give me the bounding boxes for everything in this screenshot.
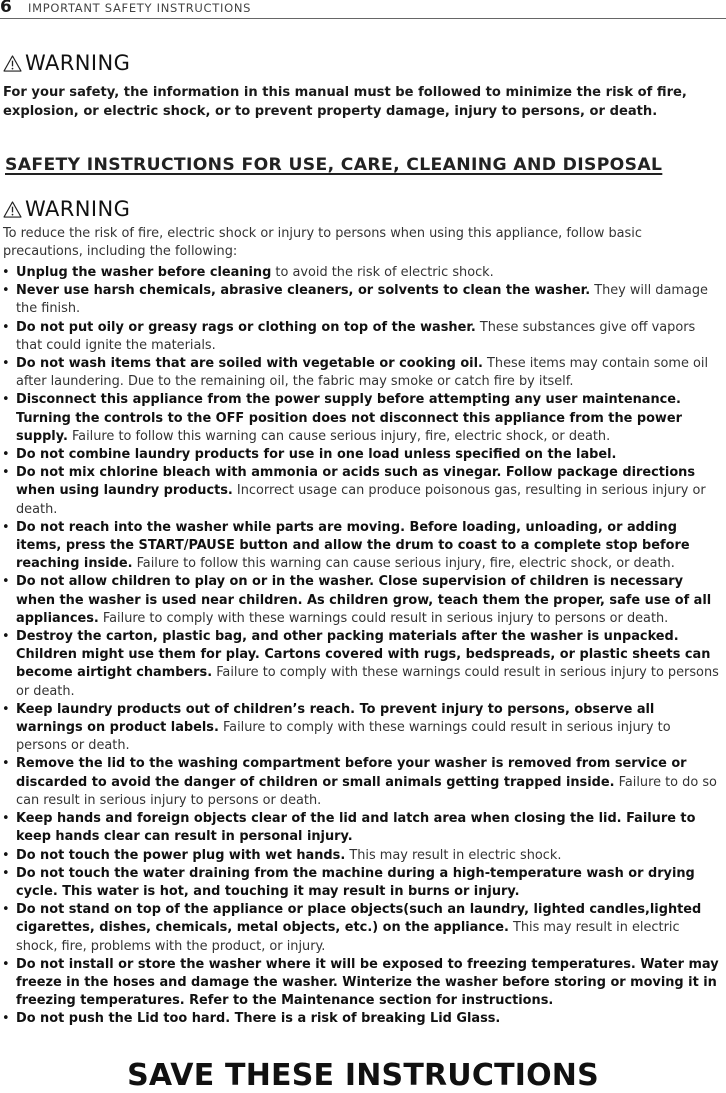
item-bold: Do not touch the water draining from the machine during a high-temperature wash or drying cycle. This water is hot, and touching it may result in burns or injury. — [16, 865, 695, 899]
list-item — [0, 956, 724, 1011]
item-bold: Do not reach into the washer while parts are moving. Before loading, unloading, or adding items, press the START/PAUSE button and allow the drum to coast to a complete stop before reaching inside. — [16, 519, 690, 572]
item-text: Failure to comply with these warnings could result in serious injury to persons or death. — [16, 665, 719, 699]
page-number: 6 — [0, 0, 12, 17]
item-bold: Remove the lid to the washing compartment before your washer is removed from service or discarded to avoid the danger of children or small animals getting trapped inside. — [16, 756, 687, 790]
warning-label-2: WARNING — [25, 197, 131, 221]
item-text: Incorrect usage can produce poisonous gas, resulting in serious injury or death. — [16, 483, 706, 517]
list-item — [0, 755, 724, 810]
warning-heading — [3, 51, 130, 75]
warning-triangle-icon — [3, 201, 22, 218]
list-item — [0, 446, 724, 464]
list-item — [0, 865, 724, 901]
item-text: Failure to follow this warning can cause serious injury, fire, electric shock, or death. — [132, 556, 675, 572]
item-bold: Keep laundry products out of children’s reach. To prevent injury to persons, observe all warnings on product labels. — [16, 701, 655, 736]
item-bold: Never use harsh chemicals, abrasive cleaners, or solvents to clean the washer. — [16, 283, 591, 299]
item-bold: Do not push the Lid too hard. There is a risk of breaking Lid Glass. — [16, 1011, 501, 1027]
list-item — [0, 519, 724, 574]
warning-triangle-icon — [3, 55, 22, 72]
list-item — [0, 701, 724, 756]
item-text: This may result in electric shock. — [345, 847, 562, 863]
list-item — [0, 810, 724, 846]
section-title: SAFETY INSTRUCTIONS FOR USE, CARE, CLEANING AND DISPOSAL — [5, 155, 663, 175]
list-item — [0, 282, 724, 318]
list-item — [0, 1010, 724, 1028]
item-bold: Do not mix chlorine bleach with ammonia or acids such as vinegar. Follow package directions when using laundry products. — [16, 465, 696, 499]
item-text: Failure to do so can result in serious injury to persons or death. — [16, 774, 717, 808]
warning-heading-2 — [3, 197, 130, 221]
item-text: to avoid the risk of electric shock. — [271, 265, 494, 280]
item-bold: Do not combine laundry products for use in one load unless specified on the label. — [16, 447, 617, 463]
item-bold: Disconnect this appliance from the power supply before attempting any user maintenance. Turning the controls to the OFF position does not disconnect this appliance from the power supply. — [16, 392, 682, 444]
list-item — [0, 464, 724, 519]
list-item — [0, 901, 724, 956]
item-text: These substances give off vapors that could ignite the materials. — [16, 319, 696, 353]
item-text: This may result in electric shock, fire, problems with the product, or injury. — [16, 920, 680, 954]
item-bold: Do not install or store the washer where it will be exposed to freezing temperatures. Water may freeze in the hoses and damage the washer. Winterize the washer before storing or moving it in freezing temperatures. Refer to the Maintenance section for instructions. — [16, 956, 719, 1009]
item-bold: Do not stand on top of the appliance or place objects(such an laundry, lighted candles,lighted cigarettes, dishes, chemicals, metal objects, etc.) on the appliance. — [16, 902, 702, 936]
item-text: Failure to follow this warning can cause serious injury, fire, electric shock, or death. — [67, 428, 611, 444]
item-bold: Do not put oily or greasy rags or clothing on top of the washer. — [16, 319, 476, 335]
list-item — [0, 319, 724, 355]
save-instructions-footer: SAVE THESE INSTRUCTIONS — [127, 1058, 599, 1093]
list-item — [0, 264, 724, 282]
item-bold: Do not allow children to play on or in the washer. Close supervision of children is necessary when the washer is used near children. As children grow, teach them the proper, safe use of all appliances. — [16, 574, 712, 626]
list-item — [0, 391, 724, 446]
item-bold: Unplug the washer before cleaning — [16, 265, 272, 280]
item-bold: Keep hands and foreign objects clear of the lid and latch area when closing the lid. Failure to keep hands clear can result in personal injury. — [16, 811, 696, 845]
safety-intro: For your safety, the information in this manual must be followed to minimize the risk of fire, explosion, or electric shock, or to prevent property damage, injury to persons, or death. — [3, 85, 687, 119]
instructions-intro: To reduce the risk of fire, electric shock or injury to persons when using this appliance, follow basic precautions, including the following: — [3, 226, 642, 260]
running-title: IMPORTANT SAFETY INSTRUCTIONS — [28, 1, 252, 15]
item-bold: Do not wash items that are soiled with vegetable or cooking oil. — [16, 356, 483, 372]
list-item — [0, 847, 724, 865]
list-item — [0, 628, 724, 701]
page-header — [0, 0, 726, 19]
warning-label: WARNING — [25, 51, 131, 75]
item-text: Failure to comply with these warnings could result in serious injury to persons or death. — [16, 720, 671, 754]
list-item — [0, 355, 724, 391]
item-text: Failure to comply with these warnings could result in serious injury to persons or death. — [98, 610, 669, 626]
item-bold: Destroy the carton, plastic bag, and other packing materials after the washer is unpacked. Children might use them for play. Cartons covered with rugs, bedspreads, or plastic sheets can become airtight chambers. — [16, 629, 711, 681]
list-item — [0, 573, 724, 628]
item-bold: Do not touch the power plug with wet hands. — [16, 847, 346, 863]
instruction-list — [0, 264, 726, 1029]
item-text: These items may contain some oil after laundering. Due to the remaining oil, the fabric may smoke or catch fire by itself. — [16, 356, 709, 390]
item-text: They will damage the finish. — [16, 283, 708, 317]
